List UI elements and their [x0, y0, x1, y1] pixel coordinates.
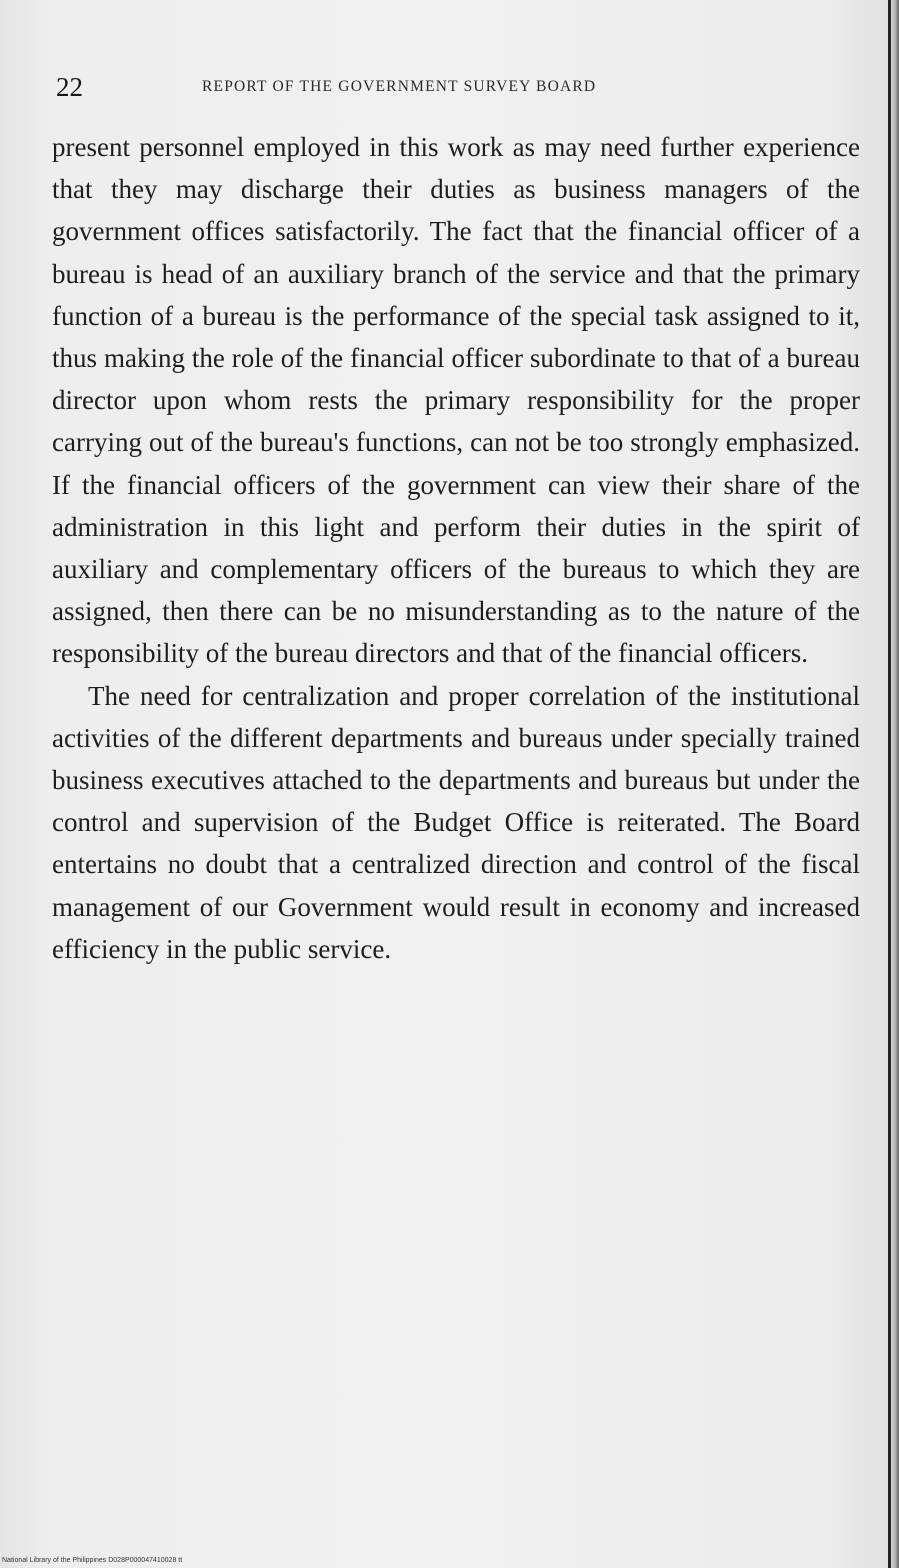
page-number: 22	[56, 72, 83, 102]
body-text	[52, 126, 860, 970]
paragraph-continued: present personnel employed in this work as may need further experience that they may discharge their duties as business managers of the government offices satisfactorily. The fact that the financial officer of a bureau is head of an auxiliary branch of the service and that the primary function of a bureau is the performance of the special task assigned to it, thus making the role of the financial officer subordinate to that of a bureau director upon whom rests the primary responsibility for the proper carrying out of the bureau's functions, can not be too strongly emphasized. If the financial officers of the government can view their share of the administration in this light and perform their duties in the spirit of auxiliary and complementary officers of the bureaus to which they are assigned, then there can be no misunderstanding as to the nature of the responsibility of the bureau directors and that of the financial officers.	[52, 132, 860, 669]
running-header	[56, 70, 856, 104]
spine-edge	[888, 0, 891, 1568]
running-title: REPORT OF THE GOVERNMENT SURVEY BOARD	[202, 78, 597, 95]
scan-source-note: National Library of the Philippines D028P000047410028 tt	[2, 1557, 183, 1564]
paragraph-centralization: The need for centralization and proper correlation of the institutional activities of the different departments and bureaus under specially trained business executives attached to the departments and bureaus but under the control and supervision of the Budget Office is reiterated. The Board entertains no doubt that a centralized direction and control of the fiscal management of our Government would result in economy and increased efficiency in the public service.	[52, 680, 860, 964]
